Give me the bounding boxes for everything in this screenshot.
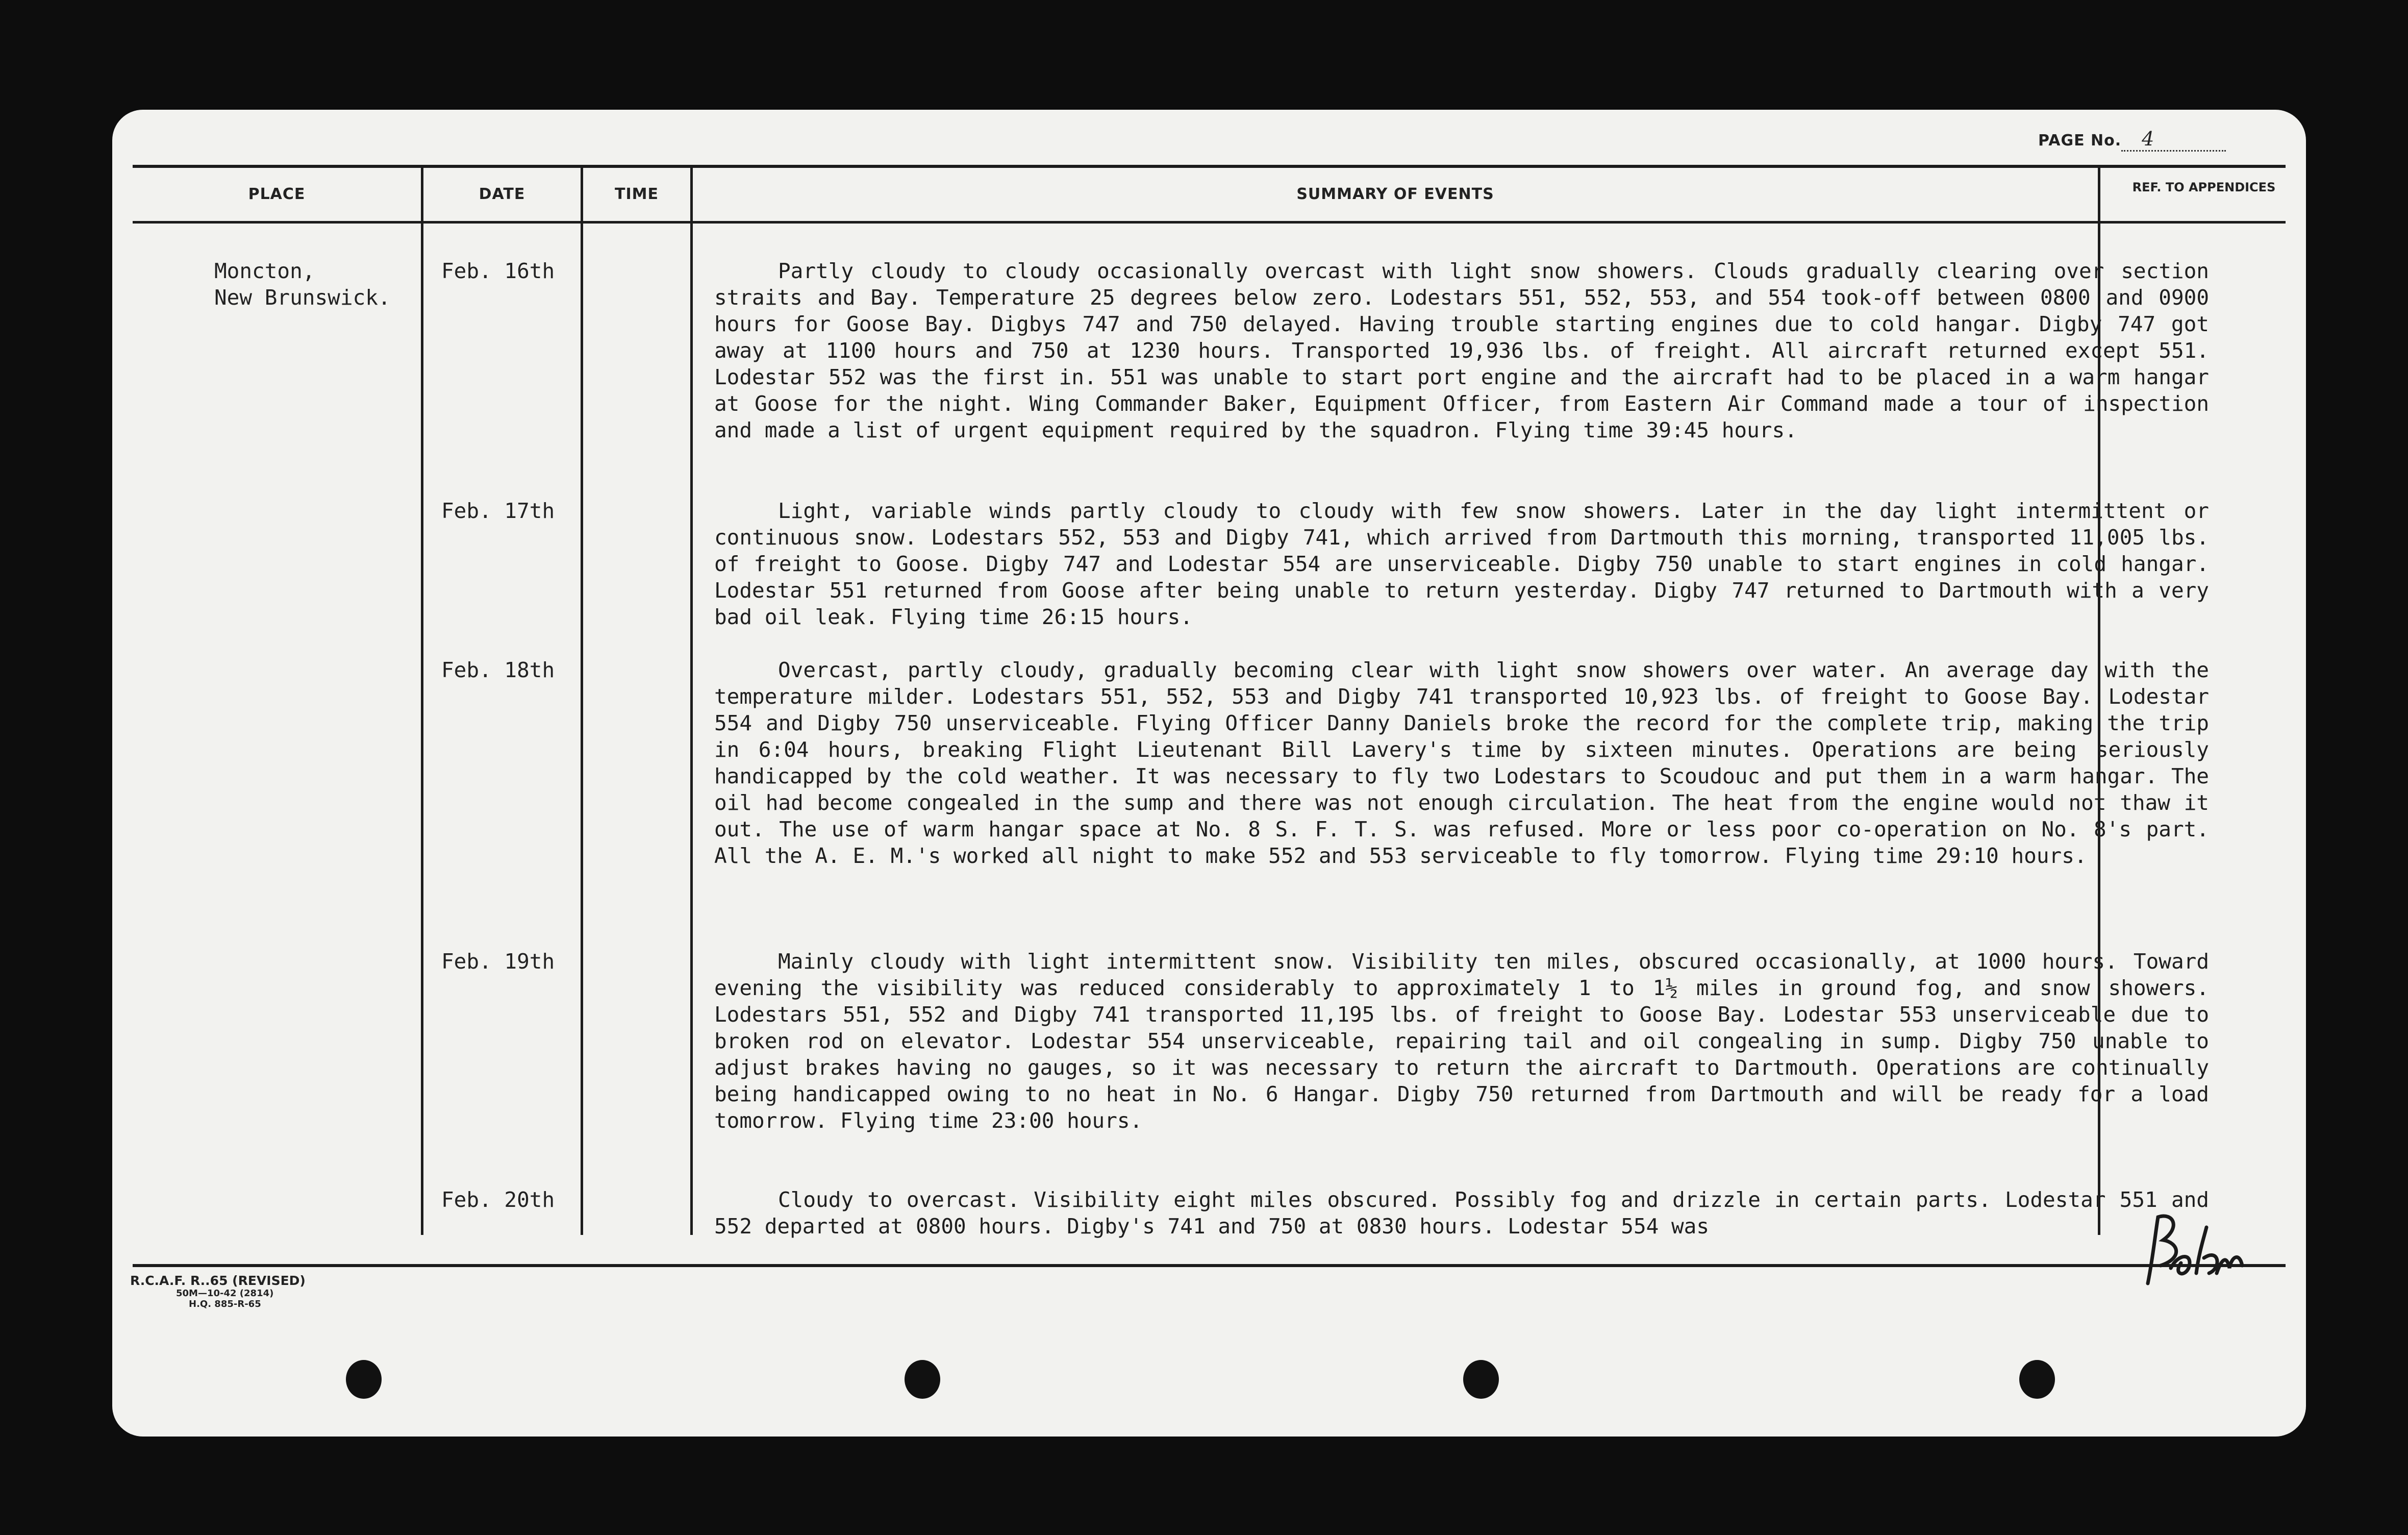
punch-hole [346,1360,382,1399]
punch-hole [2019,1360,2055,1399]
divider-time-summary [690,166,693,1235]
column-header-date: DATE [479,185,525,203]
form-bottom-rule [133,1264,2286,1267]
entry-summary: Mainly cloudy with light intermittent snow. Visibility ten miles, obscured occasionally, at 1000 hours. Toward evening the visibility was reduced considerably to approximately 1 to 1½ miles in ground fog, and snow showers. Lodestars 551, 552 and Digby 741 transported 11,195 lbs. of freight to Goose Bay. Lodestar 553 unserviceable due to broken rod on elevator. Lodestar 554 unserviceable, repairing tail and oil congealing in sump. Digby 750 unable to adjust brakes having no gauges, so it was necessary to return the aircraft to Dartmouth. Operations are continually being handicapped owing to no heat in No. 6 Hangar. Digby 750 returned from Dartmouth and will be ready for a load tomorrow. Flying time 23:00 hours. [714,949,2209,1133]
divider-place-date [421,166,423,1235]
entry-date: Feb. 20th [441,1187,555,1212]
form-number: R.C.A.F. R..65 (REVISED) [130,1273,306,1288]
column-header-ref-appendices: REF. TO APPENDICES [2132,180,2276,194]
column-header-place: PLACE [248,185,306,203]
entry-date: Feb. 18th [441,658,555,682]
entry-summary: Cloudy to overcast. Visibility eight miles obscured. Possibly fog and drizzle in certain parts. Lodestar 551 and 552 departed at 0800 hours. Digby's 741 and 750 at 0830 hours. Lodestar 554 was [714,1187,2209,1239]
entry-date: Feb. 19th [441,949,555,974]
entry-summary: Overcast, partly cloudy, gradually becoming clear with light snow showers over water. An average day with the temperature milder. Lodestars 551, 552, 553 and Digby 741 transported 10,923 lbs. of freight to Goose Bay. Lodestar 554 and Digby 750 unserviceable. Flying Officer Danny Daniels broke the record for the complete trip, making the trip in 6:04 hours, breaking Flight Lieutenant Bill Lavery's time by sixteen minutes. Operations are being seriously handicapped by the cold weather. It was necessary to fly two Lodestars to Scoudouc and put them in a warm hangar. The oil had become congealed in the sump and there was not enough circulation. The heat from the engine would not thaw it out. The use of warm hangar space at No. 8 S. F. T. S. was refused. More or less poor co-operation on No. 8's part. All the A. E. M.'s worked all night to make 552 and 553 serviceable to fly tomorrow. Flying time 29:10 hours. [714,658,2209,868]
page-number [2038,128,2226,152]
entry-date: Feb. 16th [441,259,555,283]
handwritten-initials [2133,1197,2255,1299]
place-line-2: New Brunswick. [214,285,391,310]
hq-code: H.Q. 885-R-65 [189,1299,261,1309]
page-number-value: 4 [2121,128,2226,152]
diary-form-card [112,110,2306,1437]
form-footer [130,1273,306,1309]
page-number-label: PAGE No. [2038,132,2122,150]
entry-summary: Partly cloudy to cloudy occasionally overcast with light snow showers. Clouds gradually clearing over section straits and Bay. Temperature 25 degrees below zero. Lodestars 551, 552, 553, and 554 took-off between 0800 and 0900 hours for Goose Bay. Digbys 747 and 750 delayed. Having trouble starting engines due to cold hangar. Digby 747 got away at 1100 hours and 750 at 1230 hours. Transported 19,936 lbs. of freight. All aircraft returned except 551. Lodestar 552 was the first in. 551 was unable to start port engine and the aircraft had to be placed in a warm hangar at Goose for the night. Wing Commander Baker, Equipment Officer, from Eastern Air Command made a tour of inspection and made a list of urgent equipment required by the squadron. Flying time 39:45 hours. [714,259,2209,442]
print-code: 50M—10-42 (2814) [176,1288,274,1299]
header-top-rule [133,165,2286,168]
entry-summary: Light, variable winds partly cloudy to cloudy with few snow showers. Later in the day light intermittent or continuous snow. Lodestars 552, 553 and Digby 741, which arrived from Dartmouth this morning, transported 11,005 lbs. of freight to Goose. Digby 747 and Lodestar 554 are unserviceable. Digby 750 unable to start engines in cold hangar. Lodestar 551 returned from Goose after being unable to return yesterday. Digby 747 returned to Dartmouth with a very bad oil leak. Flying time 26:15 hours. [714,499,2209,629]
divider-date-time [581,166,583,1235]
punch-hole [905,1360,940,1399]
entry-date: Feb. 17th [441,499,555,523]
place-line-1: Moncton, [214,259,315,283]
column-header-time: TIME [615,185,659,203]
column-header-summary: SUMMARY OF EVENTS [1296,185,1494,203]
header-bottom-rule [133,221,2286,224]
punch-hole [1463,1360,1499,1399]
